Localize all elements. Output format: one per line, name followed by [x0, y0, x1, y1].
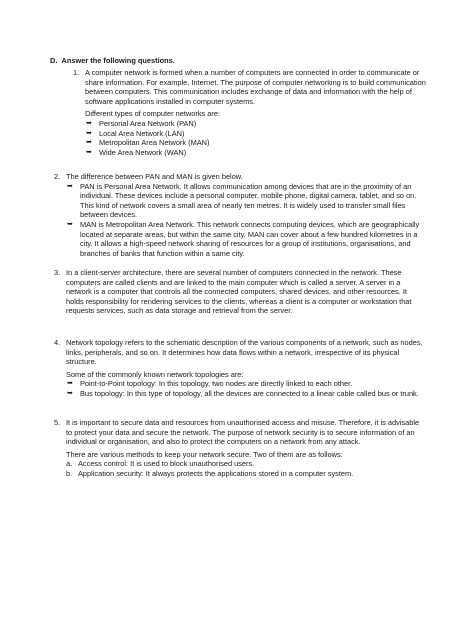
list-item: ➥ Metropolitan Area Network (MAN): [86, 138, 210, 148]
arrow-bullet-icon: ➥: [86, 119, 92, 127]
section-title: Answer the following questions.: [61, 56, 175, 65]
answer-3: [54, 268, 424, 316]
arrow-bullet-icon: ➥: [67, 380, 73, 388]
comparison-list: [66, 182, 424, 259]
list-item: b. Application security: It always protects the applications stored in a computer system.: [66, 468, 354, 478]
security-methods-list: [66, 459, 424, 478]
answer-5: [54, 418, 424, 479]
list-item: ➥ PAN is Personal Area Network. It allows communication among devices that are in the proximity of an individual. These devices include a personal computer, mobile phone, digital camera, tablet, and so on. This kind of network covers a small area of nearly ten metres. It is widely used to transfer small files between devices.: [67, 181, 417, 220]
list-item: ➥ Point-to-Point topology: In this topology, two nodes are directly linked to each other.: [67, 379, 353, 389]
arrow-bullet-icon: ➥: [86, 129, 92, 137]
answer-4: [54, 338, 424, 399]
answer-paragraph: A computer network is formed when a number of computers are connected in order to communicate or share information. For example, Internet. The purpose of computer networking is to build communication between computers. This communication includes exchange of data and information with the help of software applications installed in computer systems.: [85, 68, 426, 106]
answer-number: 5.: [54, 418, 61, 427]
answer-paragraph: It is important to secure data and resources from unauthorised access and misuse. Therefore, it is advisable to protect your data and secure the network. The purpose of network security is to secure information of an individual or organisation, and also to protect the computers on a network from any attack.: [66, 418, 420, 447]
section-heading: [50, 56, 175, 66]
answer-number: 1.: [73, 68, 80, 77]
section-label: D.: [50, 56, 58, 65]
list-item: ➥ Wide Area Network (WAN): [86, 147, 187, 157]
answer-2: [54, 172, 424, 258]
answer-paragraph: In a client-server architecture, there are several number of computers connected in the network. These computers are called clients and are linked to the main computer which is called a server. A server in a network is a computer that controls all the connected computers, shared devices, and other resources. It holds responsibility for rendering services to the clients, whereas a client is a computer or workstation that requests services, such as data storage and retrieval from the server.: [66, 268, 412, 316]
network-types-list: [85, 119, 427, 157]
answer-1: [73, 68, 427, 157]
arrow-bullet-icon: ➥: [86, 148, 92, 156]
answer-paragraph: Network topology refers to the schematic description of the various components of a network, such as nodes, links, peripherals, and so on. It determines how data flows within a network, irrespective of its physical structure.: [66, 338, 423, 367]
arrow-bullet-icon: ➥: [67, 182, 73, 190]
arrow-bullet-icon: ➥: [67, 389, 73, 397]
list-item: ➥ Bus topology: In this type of topology, all the devices are connected to a linear cable called bus or trunk.: [67, 388, 419, 398]
list-item: ➥ Personal Area Network (PAN): [86, 118, 197, 128]
list-item: ➥ MAN is Metropolitan Area Network. This network connects computing devices, which are geographically located at separate areas, but within the same city. MAN can cover about a few hundred kilometres in a city. It allows a high-speed network sharing of resources for a group of institutions, organisations, and branches of banks that function within a same city.: [67, 219, 420, 258]
list-item: ➥ Local Area Network (LAN): [86, 128, 185, 138]
list-intro: The difference between PAN and MAN is given below.: [66, 172, 243, 181]
answer-number: 4.: [54, 338, 61, 347]
list-intro: Some of the commonly known network topologies are:: [66, 369, 244, 379]
topology-list: [66, 379, 424, 398]
list-item: a. Access control: It is used to block unauthorised users.: [66, 459, 255, 469]
answer-number: 3.: [54, 268, 61, 277]
list-intro: There are various methods to keep your network secure. Two of them are as follows:: [66, 449, 343, 459]
answer-number: 2.: [54, 172, 61, 181]
list-intro: Different types of computer networks are:: [85, 109, 221, 119]
arrow-bullet-icon: ➥: [86, 139, 92, 147]
arrow-bullet-icon: ➥: [67, 220, 73, 228]
